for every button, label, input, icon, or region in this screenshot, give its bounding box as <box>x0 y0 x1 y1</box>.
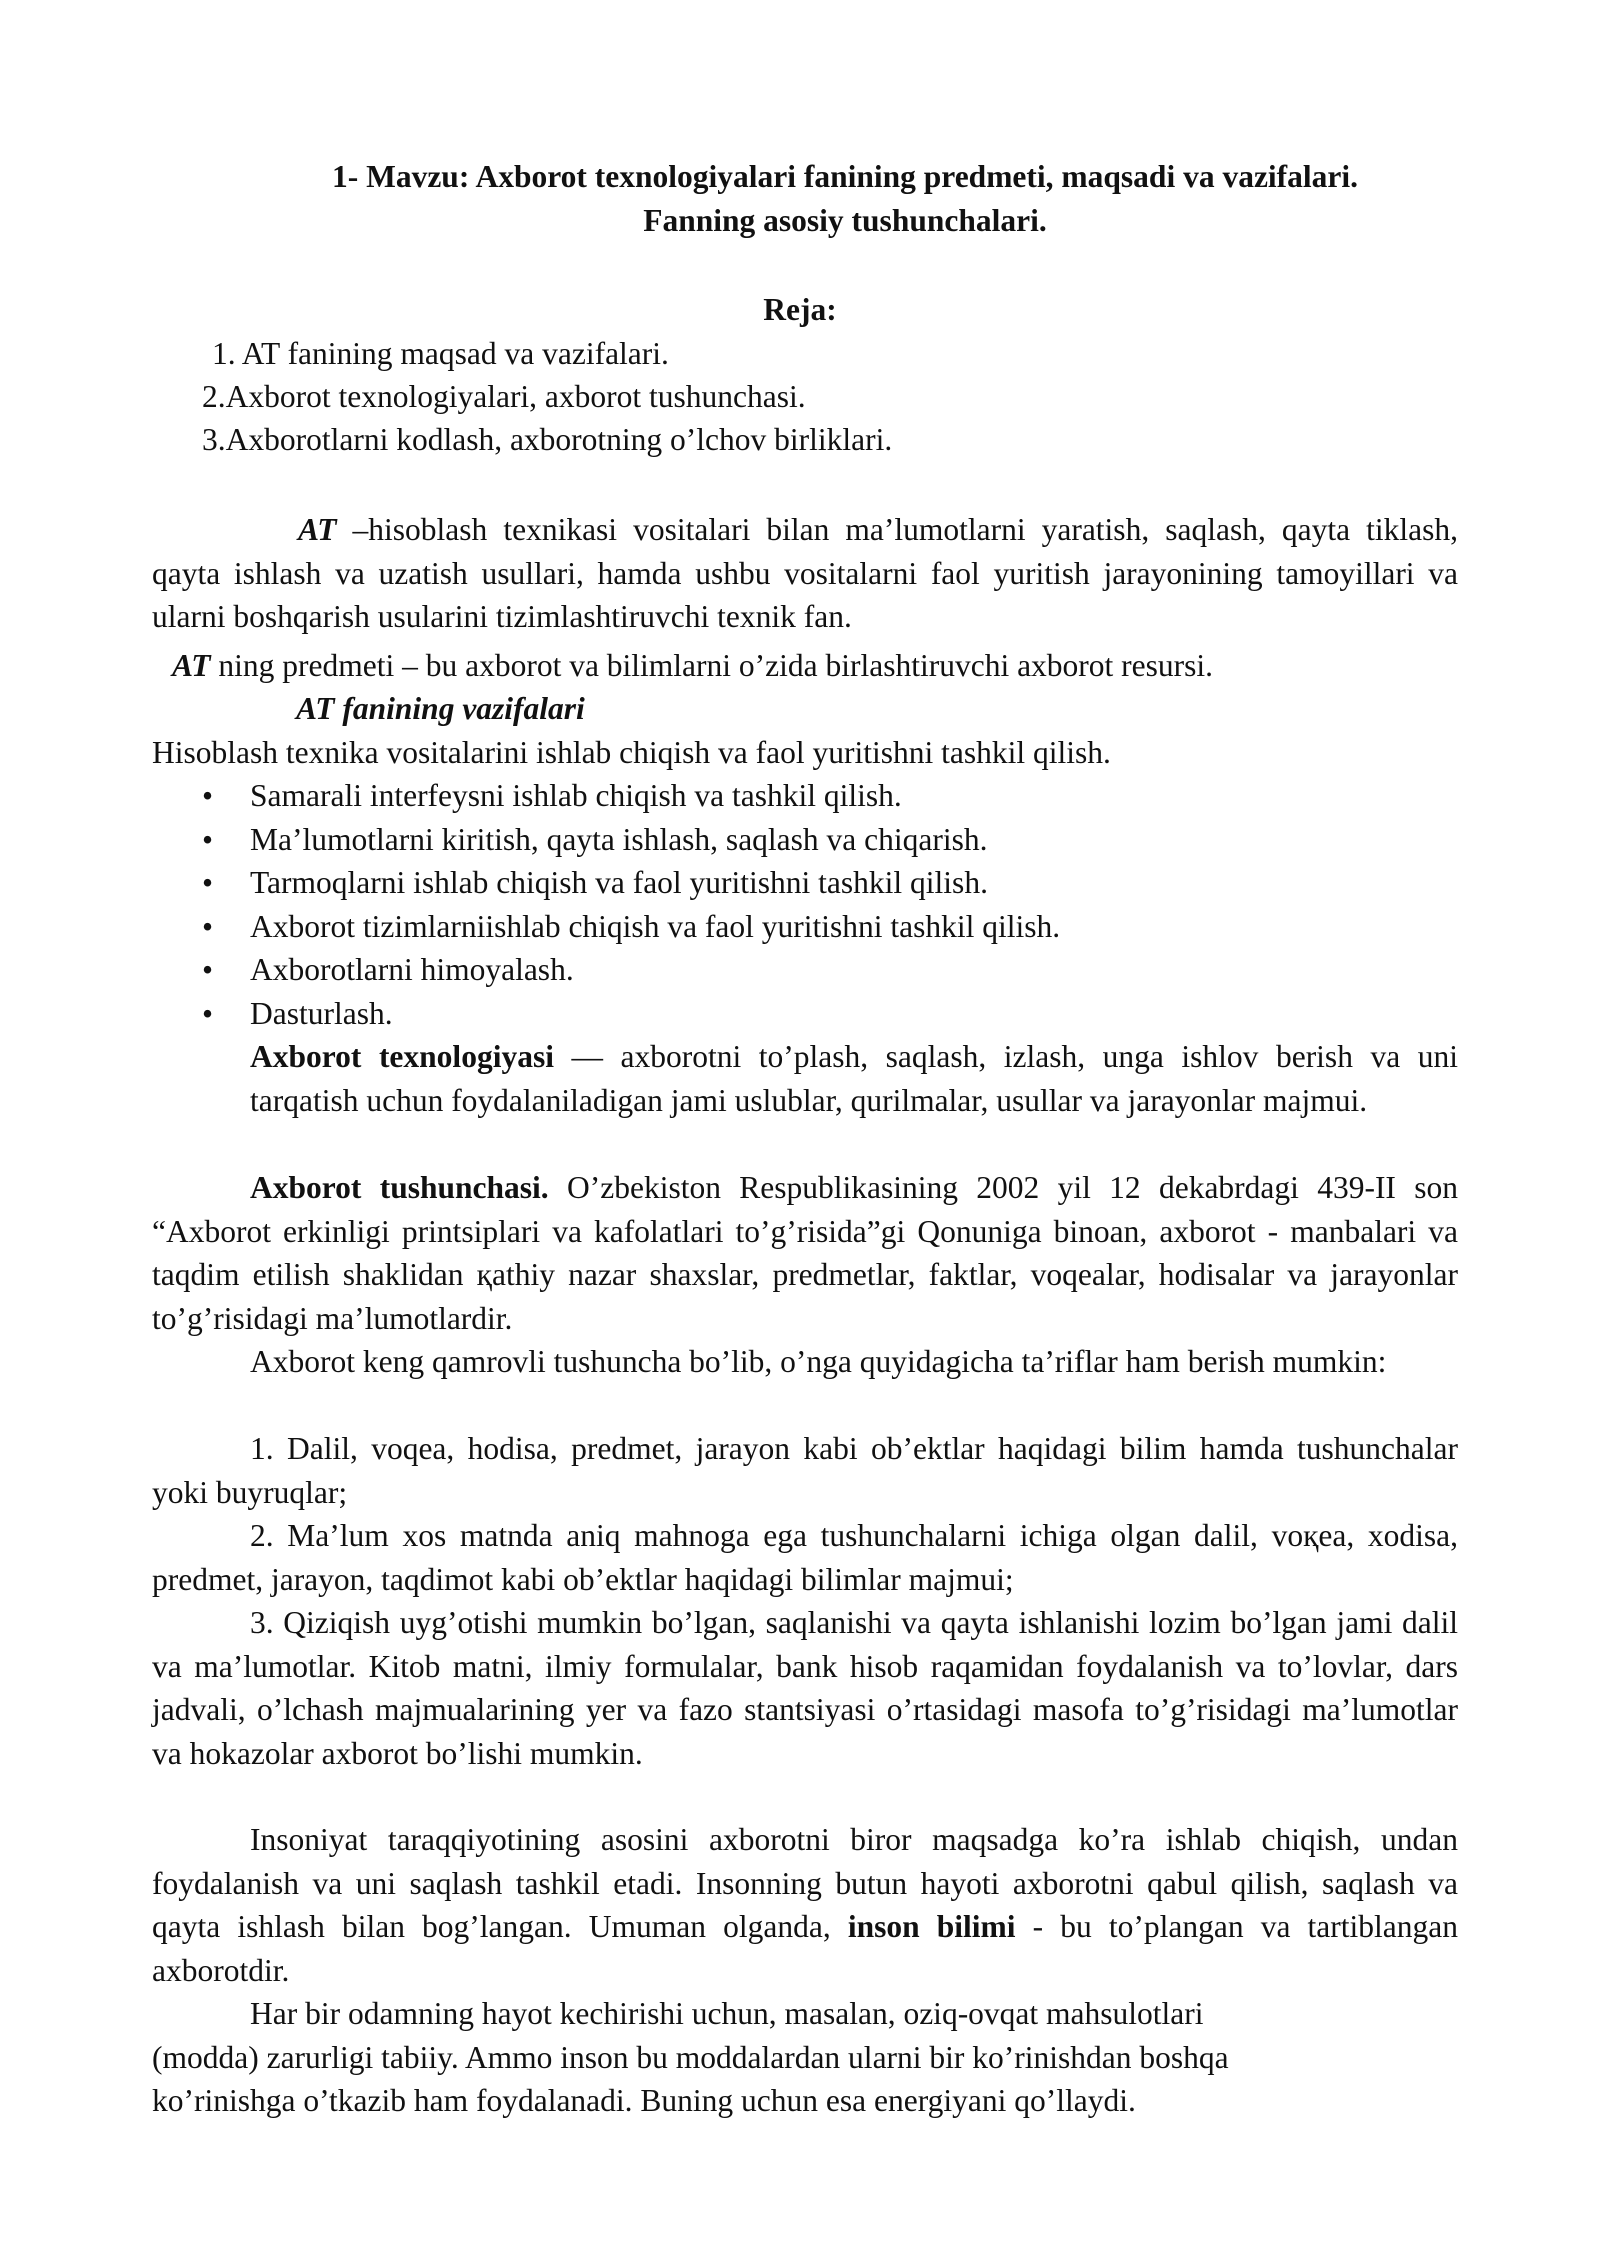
list-item: • Tarmoqlarni ishlab chiqish va faol yuritishni tashkil qilish. <box>202 861 1458 905</box>
definition-item: 3. Qiziqish uyg’otishi mumkin bo’lgan, saqlanishi va qayta ishlanishi lozim bo’lgan jami dalil va ma’lumotlar. Kitob matni, ilmiy formulalar, bank hisob raqamidan foydalanish va to’lovlar, dars jadvali, o’lchash majmualarining yer va fazo stantsiyasi o’rtasidagi masofa to’g’risidagi ma’lumotlar va hokazolar axborot bo’lishi mumkin. <box>152 1605 1458 1771</box>
tasks-lead: Hisoblash texnika vositalarini ishlab chiqish va faol yuritishni tashkil qilish. <box>152 735 1111 770</box>
list-item: • Ma’lumotlarni kiritish, qayta ishlash, saqlash va chiqarish. <box>202 818 1458 862</box>
energy-line-2: (modda) zarurligi tabiiy. Ammo inson bu moddalardan ularni bir ko’rinishdan boshqa <box>152 2039 1229 2075</box>
list-item: • Axborot tizimlarniishlab chiqish va faol yuritishni tashkil qilish. <box>202 905 1458 949</box>
plan-item: 3.Axborotlarni kodlash, axborotning o’lchov birliklari. <box>202 422 893 457</box>
list-item: • Samarali interfeysni ishlab chiqish va tashkil qilish. <box>202 774 1458 818</box>
it-definition-paragraph <box>250 1035 1458 1122</box>
it-term: Axborot texnologiyasi <box>250 1039 554 1074</box>
plan-item: 2.Axborot texnologiyalari, axborot tushunchasi. <box>202 379 806 414</box>
list-item: • Dasturlash. <box>202 992 1458 1036</box>
list-item: • Axborotlarni himoyalash. <box>202 948 1458 992</box>
progress-text-before: Insoniyat taraqqiyotining asosini axborotni biror maqsadga ko’ra ishlab chiqish, undan foydalanish va uni saqlash tashkil etadi. Insonning butun hayoti axborotni qabul qilish, saqlash va qayta ishlash bilan bog’langan. Umuman olganda, <box>152 1822 1458 1944</box>
progress-text-after: - bu to’plangan va tartiblangan axborotdir. <box>152 1909 1458 1988</box>
tasks-heading-text: AT fanining vazifalari <box>296 691 585 726</box>
at-definition-paragraph <box>152 508 1458 639</box>
at-definition-text: –hisoblash texnikasi vositalari bilan ma’lumotlarni yaratish, saqlash, qayta tiklash, qayta ishlash va uzatish usullari, hamda ushbu vositalarni faol yuritish jarayonining tamoyillari va ularni boshqarish usularini tizimlashtiruvchi texnik fan. <box>152 512 1458 634</box>
info-concept-text: O’zbekiston Respublikasining 2002 yil 12 dekabrdagi 439-II son “Axborot erkinligi printsiplari va kafolatlari to’g’risida”gi Qonuniga binoan, axborot - manbalari va taqdim etilish shaklidan қathiy nazar shaxslar, predmetlar, faktlar, voqealar, hodisalar va jarayonlar to’g’risidagi ma’lumotlardir. <box>152 1170 1458 1336</box>
title-line-2: Fanning asosiy tushunchalari. <box>643 203 1047 238</box>
tasks-heading <box>296 687 1600 731</box>
human-knowledge-term: inson bilimi <box>847 1909 1016 1944</box>
energy-line-3: ko’rinishga o’tkazib ham foydalanadi. Buning uchun esa energiyani qo’llaydi. <box>152 2083 1136 2118</box>
subject-text: ning predmeti – bu axborot va bilimlarni o’zida birlashtiruvchi axborot resursi. <box>210 648 1214 683</box>
plan-heading: Reja: <box>763 292 837 327</box>
energy-paragraph <box>152 1992 1458 2123</box>
broad-concept-paragraph: Axborot keng qamrovli tushuncha bo’lib, o’nga quyidagicha ta’riflar ham berish mumkin: <box>250 1344 1387 1379</box>
plan-item: 1. AT fanining maqsad va vazifalari. <box>212 336 669 371</box>
info-concept-term: Axborot tushunchasi. <box>250 1170 549 1205</box>
it-definition-text: — axborotni to’plash, saqlash, izlash, unga ishlov berish va uni tarqatish uchun foydalaniladigan jami uslublar, qurilmalar, usullar va jarayonlar majmui. <box>250 1039 1458 1118</box>
info-concept-paragraph <box>152 1166 1458 1340</box>
definition-item: 1. Dalil, voqea, hodisa, predmet, jarayon kabi ob’ektlar haqidagi bilim hamda tushunchalar yoki buyruqlar; <box>152 1431 1458 1510</box>
subject-term: AT <box>172 648 211 683</box>
title-line-1: 1- Mavzu: Axborot texnologiyalari fanining predmeti, maqsadi va vazifalari. <box>331 159 1359 194</box>
progress-paragraph <box>152 1818 1458 1992</box>
tasks-list <box>202 774 1458 1035</box>
at-term: AT <box>298 512 337 547</box>
subject-line <box>172 644 1472 688</box>
energy-line-1: Har bir odamning hayot kechirishi uchun, masalan, oziq-ovqat mahsulotlari <box>250 1996 1204 2031</box>
definition-item: 2. Ma’lum xos matnda aniq mahnoga ega tushunchalarni ichiga olgan dalil, voқea, xodisa, predmet, jarayon, taqdimot kabi ob’ektlar haqidagi bilimlar majmui; <box>152 1518 1458 1597</box>
